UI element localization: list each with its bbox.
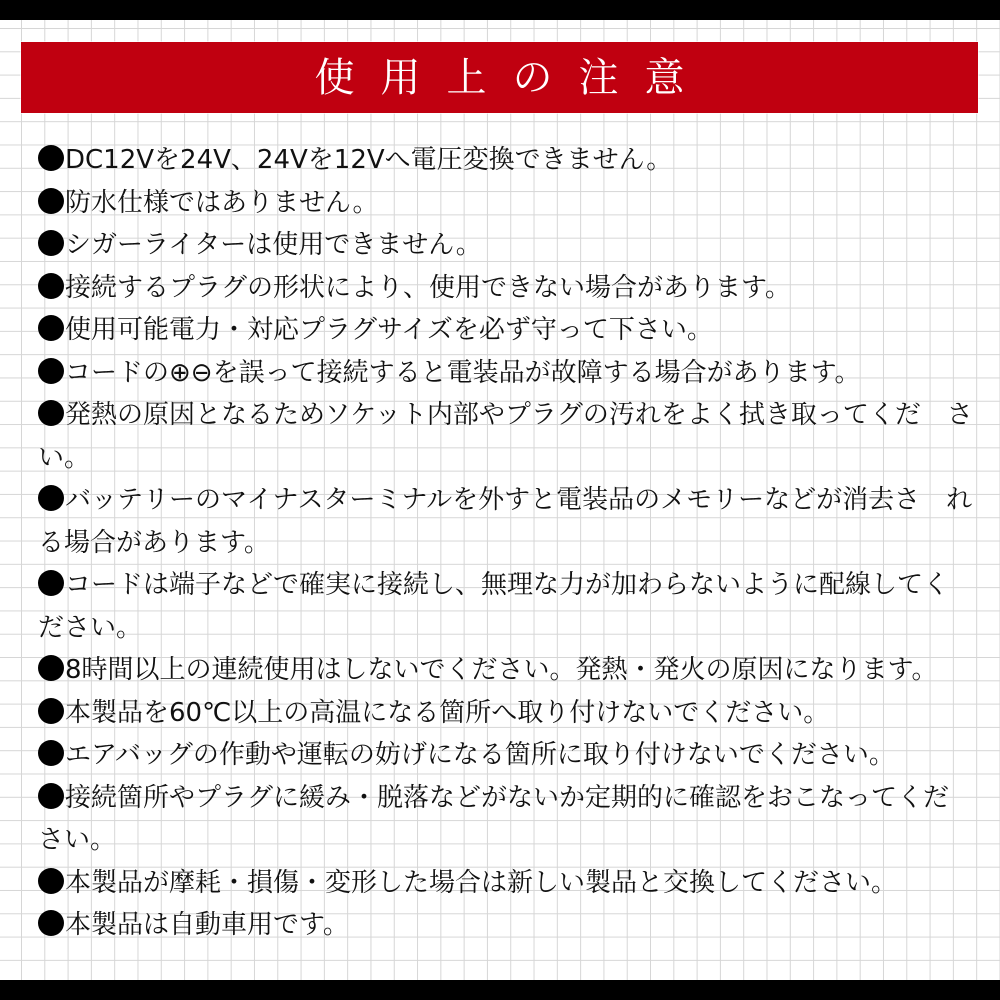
bullet-icon — [38, 868, 64, 894]
list-item — [38, 692, 973, 735]
bullet-icon — [38, 570, 64, 596]
top-black-bar — [0, 0, 1000, 20]
note-text: エアバッグの作動や運転の妨げになる箇所に取り付けないでください。 — [65, 740, 895, 770]
bullet-icon — [38, 783, 64, 809]
note-text: 8時間以上の連続使用はしないでください。発熱・発火の原因になります。 — [65, 655, 938, 685]
note-text: バッテリーのマイナスターミナルを外すと電装品のメモリーなどが消去さ れる場合があります。 — [38, 485, 973, 558]
note-text: コードは端子などで確実に接続し、無理な力が加わらないように配線してください。 — [38, 570, 950, 643]
list-item — [38, 267, 973, 310]
note-text: DC12Vを24V、24Vを12Vへ電圧変換できません。 — [65, 145, 673, 175]
note-text: 使用可能電力・対応プラグサイズを必ず守って下さい。 — [65, 315, 713, 345]
list-item — [38, 479, 973, 564]
bullet-icon — [38, 400, 64, 426]
bullet-icon — [38, 485, 64, 511]
note-text: 接続箇所やプラグに緩み・脱落などがないか定期的に確認をおこなってください。 — [38, 782, 950, 855]
list-item — [38, 224, 973, 267]
bullet-icon — [38, 188, 64, 214]
note-text: 発熱の原因となるためソケット内部やプラグの汚れをよく拭き取ってくだ さい。 — [38, 400, 973, 473]
list-item — [38, 777, 973, 862]
bullet-icon — [38, 230, 64, 256]
list-item — [38, 734, 973, 777]
bullet-icon — [38, 740, 64, 766]
bottom-black-bar — [0, 980, 1000, 1000]
note-text: 防水仕様ではありません。 — [65, 187, 379, 218]
note-text: 本製品が摩耗・損傷・変形した場合は新しい製品と交換してください。 — [65, 867, 898, 898]
list-item — [38, 182, 973, 225]
list-item — [38, 649, 973, 692]
bullet-icon — [38, 910, 64, 936]
note-text: 本製品を60℃以上の高温になる箇所へ取り付けないでください。 — [65, 697, 830, 728]
list-item — [38, 352, 973, 395]
list-item — [38, 139, 973, 182]
note-text: 接続するプラグの形状により、使用できない場合があります。 — [65, 272, 791, 303]
note-text: シガーライターは使用できません。 — [65, 230, 482, 260]
bullet-icon — [38, 655, 64, 681]
title-banner — [21, 42, 978, 113]
list-item — [38, 394, 973, 479]
page-title: 使用上の注意 — [314, 54, 711, 101]
list-item — [38, 904, 973, 947]
precautions-list — [38, 139, 973, 947]
note-text: 本製品は自動車用です。 — [65, 910, 349, 940]
list-item — [38, 862, 973, 905]
bullet-icon — [38, 358, 64, 384]
note-text: コードの⊕⊖を誤って接続すると電装品が故障する場合があります。 — [65, 357, 861, 388]
list-item — [38, 309, 973, 352]
list-item — [38, 564, 973, 649]
bullet-icon — [38, 315, 64, 341]
bullet-icon — [38, 698, 64, 724]
bullet-icon — [38, 145, 64, 171]
bullet-icon — [38, 273, 64, 299]
